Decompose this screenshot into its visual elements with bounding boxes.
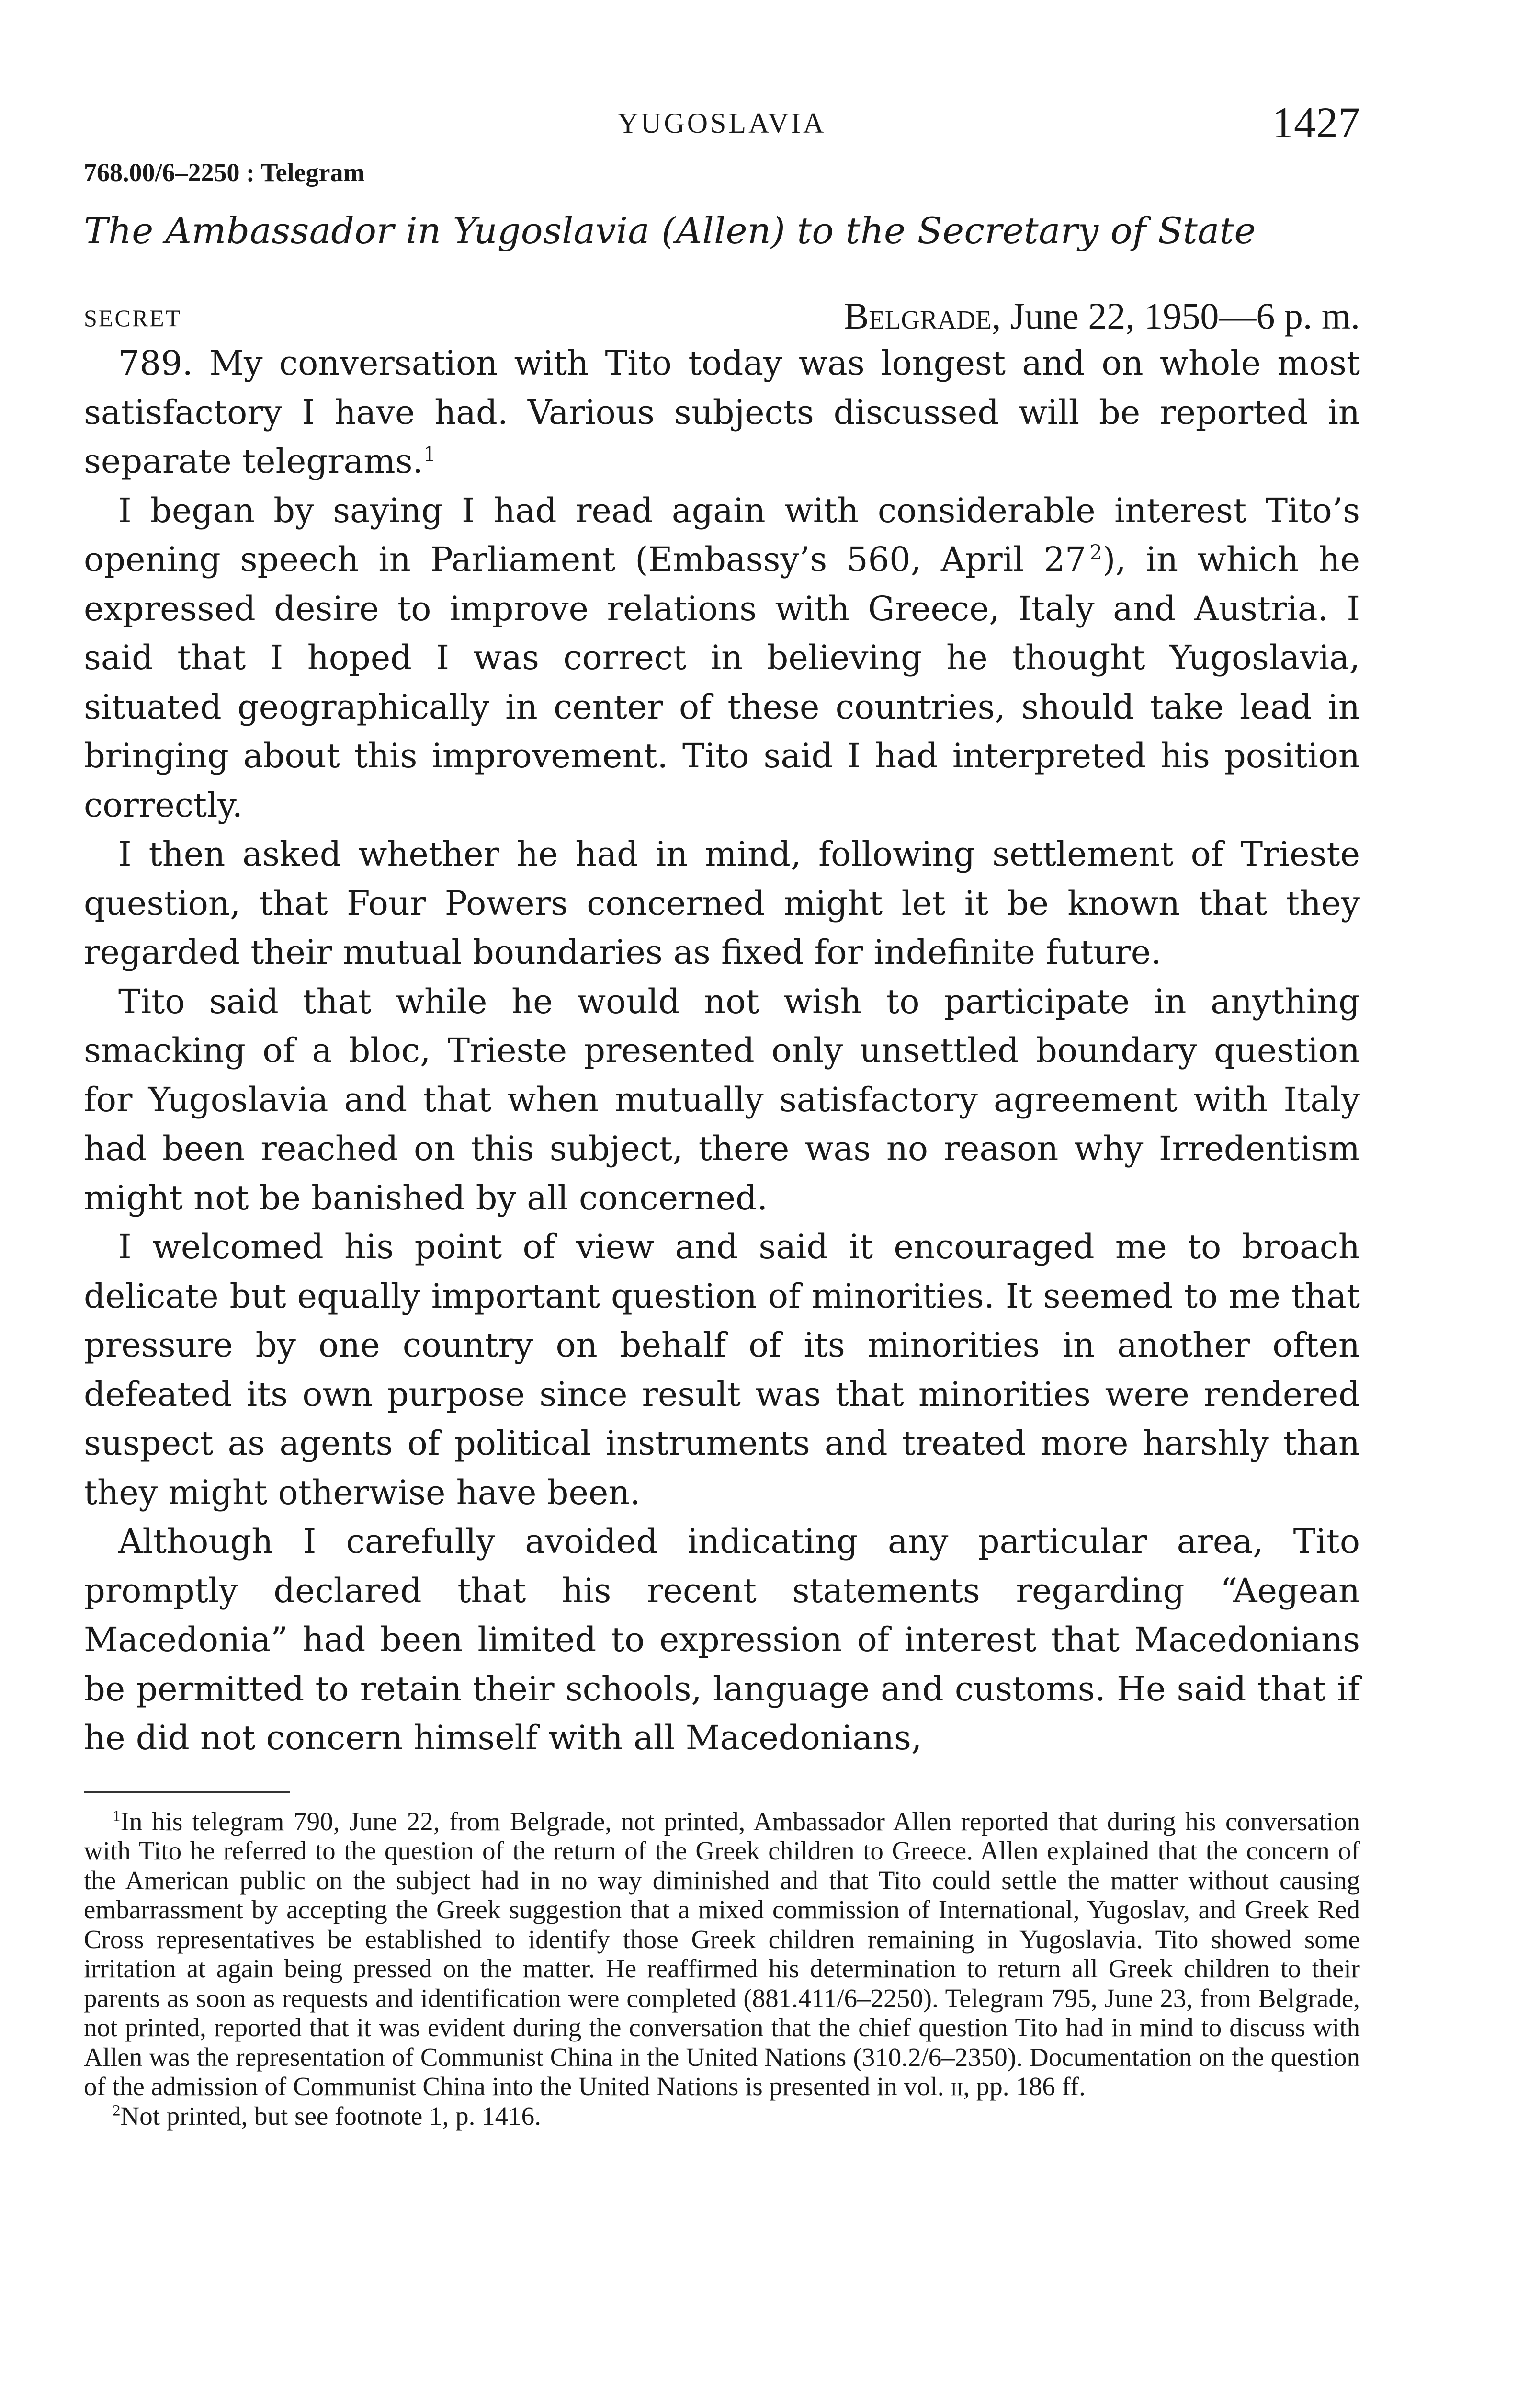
footnote-divider <box>84 1791 290 1793</box>
date-time: , June 22, 1950—6 p. m. <box>991 295 1360 337</box>
place-name: Belgrade <box>844 295 992 337</box>
paragraph-1-text: 789. My conversation with Tito today was longest and on whole most satisfactory I have had. Various subjects discussed will be reported in separate telegrams. <box>84 343 1360 481</box>
footnote-2-text: Not printed, but see footnote 1, p. 1416. <box>120 2101 541 2131</box>
paragraph-5: I welcomed his point of view and said it encouraged me to broach delicate but equally important question of minorities. It seemed to me that pressure by one country on behalf of its minorities in another often defeated its own purpose since result was that minorities were rendered suspect as agents of political instruments and treated more harshly than they might otherwise have been. <box>84 1227 1360 1512</box>
paragraph-2 <box>84 486 1360 830</box>
footnote-ref-2: 2 <box>1089 540 1103 564</box>
dateline <box>84 291 1360 339</box>
classification-label: SECRET <box>84 305 182 331</box>
paragraph-3: I then asked whether he had in mind, following settlement of Trieste question, that Four Powers concerned might let it be known that they regarded their mutual boundaries as fixed for indefinite future. <box>84 834 1360 972</box>
running-title: YUGOSLAVIA <box>617 107 827 139</box>
running-head <box>84 93 1360 151</box>
paragraph-4: Tito said that while he would not wish to participate in anything smacking of a bloc, Trieste presented only unsettled boundary question for Yugoslavia and that when mutually satisfactory agreement with Italy had been reached on this subject, there was no reason why Irredentism might not be banished by all concerned. <box>84 981 1360 1218</box>
footnote-1 <box>84 1807 1360 2101</box>
page-number: 1427 <box>1272 98 1360 147</box>
telegram-body <box>84 339 1360 1763</box>
footnote-1-marker: 1 <box>113 1807 121 1825</box>
file-reference: 768.00/6–2250 : Telegram <box>84 158 365 187</box>
footnote-2-marker: 2 <box>113 2102 121 2120</box>
footnote-1-text-b: , pp. 186 ff. <box>963 2072 1086 2101</box>
paragraph-6: Although I carefully avoided indicating any particular area, Tito promptly declared that his recent statements regarding “Aegean Macedonia” had been limited to expression of interest that Macedonians be permitted to retain their schools, language and customs. He said that if he did not concern himself with all Macedonians, <box>84 1522 1360 1757</box>
paragraph-1 <box>84 339 1360 486</box>
footnote-1-text-a: In his telegram 790, June 22, from Belgrade, not printed, Ambassador Allen reported that during his conversation with Tito he referred to the question of the return of the Greek children to Greece. Allen explained that the concern of the American public on the subject had in no way diminished and that Tito could settle the matter without causing embarrassment by accepting the Greek suggestion that a mixed commission of International, Yugoslav, and Greek Red Cross representatives be established to identify those Greek children remaining in Yugoslavia. Tito showed some irritation at again being pressed on the matter. He reaffirmed his determination to return all Greek children to their parents as soon as requests and identification were completed (881.411/6–2250). Telegram 795, June 23, from Belgrade, not printed, reported that it was evident during the conversation that the chief question Tito had in mind to discuss with Allen was the representation of Communist China in the United Nations (310.2/6–2350). Documentation on the question of the admission of Communist China into the United Nations is presented in vol. <box>84 1806 1360 2101</box>
document-title: The Ambassador in Yugoslavia (Allen) to the Secretary of State <box>84 209 1256 252</box>
footnote-ref-1: 1 <box>423 442 436 466</box>
footnote-1-volume: ii <box>951 2072 963 2101</box>
paragraph-2-text-a: I began by saying I had read again with considerable interest Tito’s opening speech in Parliament (Embassy’s 560, April 27 <box>84 490 1360 579</box>
place-date <box>844 295 1360 338</box>
footnote-2 <box>84 2101 1360 2131</box>
document-page <box>84 93 1360 2395</box>
footnotes <box>84 1807 1360 2131</box>
paragraph-2-text-b: ), in which he expressed desire to improve relations with Greece, Italy and Austria. I said that I hoped I was correct in believing he thought Yugoslavia, situated geographically in center of these countries, should take lead in bringing about this improvement. Tito said I had interpreted his position correctly. <box>84 540 1360 825</box>
